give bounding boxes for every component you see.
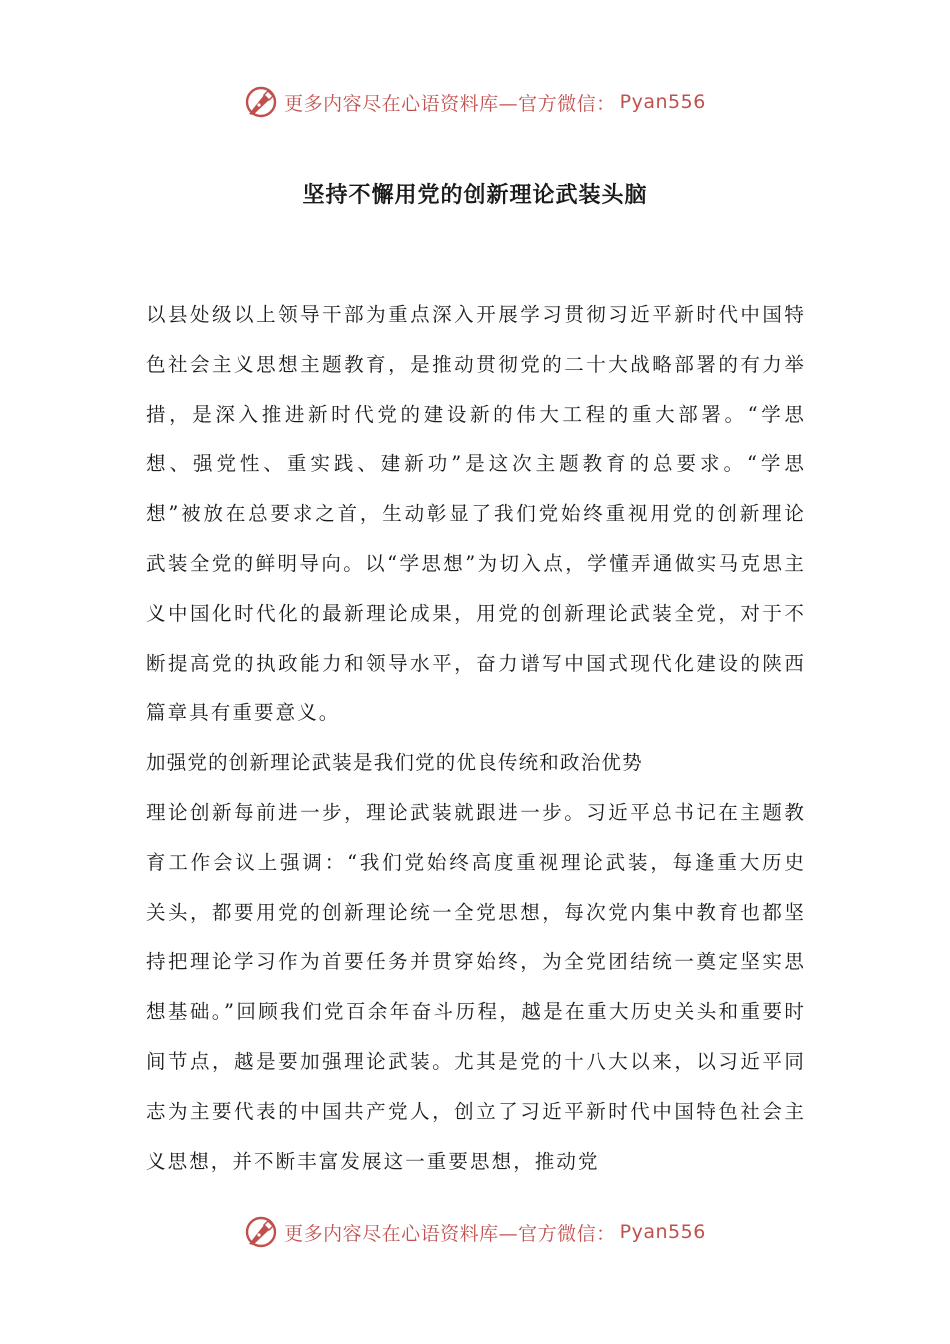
pen-nib-logo-icon: [244, 1215, 278, 1249]
watermark-text: 更多内容尽在心语资料库—官方微信：: [284, 92, 616, 115]
document-title: 坚持不懈用党的创新理论武装头脑: [302, 183, 648, 208]
pen-nib-logo-icon: [244, 85, 278, 119]
paragraph-intro: 以县处级以上领导干部为重点深入开展学习贯彻习近平新时代中国特色社会主义思想主题教育，是推动贯彻党的二十大战略部署的有力举措，是深入推进新时代党的建设新的伟大工程的重大部署。“学思想、强党性、重实践、建新功”是这次主题教育的总要求。“学思想”被放在总要求之首，生动彰显了我们党始终重视用党的创新理论武装全党的鲜明导向。以“学思想”为切入点，学懂弄通做实马克思主义中国化时代化的最新理论成果，用党的创新理论武装全党，对于不断提高党的执政能力和领导水平，奋力谱写中国式现代化建设的陕西篇章具有重要意义。: [146, 303, 806, 725]
document-body: [146, 290, 806, 1186]
header-watermark: [0, 82, 950, 122]
footer-watermark: [0, 1212, 950, 1252]
watermark-text: 更多内容尽在心语资料库—官方微信：: [284, 1222, 616, 1245]
watermark-wechat-id: Pyan556: [619, 91, 706, 113]
watermark-wechat-id: Pyan556: [619, 1221, 706, 1243]
section-heading: 加强党的创新理论武装是我们党的优良传统和政治优势: [146, 751, 643, 775]
paragraph-theory: 理论创新每前进一步，理论武装就跟进一步。习近平总书记在主题教育工作会议上强调：“我们党始终高度重视理论武装，每逢重大历史关头，都要用党的创新理论统一全党思想，每次党内集中教育也都坚持把理论学习作为首要任务并贯穿始终，为全党团结统一奠定坚实思想基础。”回顾我们党百余年奋斗历程，越是在重大历史关头和重要时间节点，越是要加强理论武装。尤其是党的十八大以来，以习近平同志为主要代表的中国共产党人，创立了习近平新时代中国特色社会主义思想，并不断丰富发展这一重要思想，推动党: [146, 800, 806, 1173]
